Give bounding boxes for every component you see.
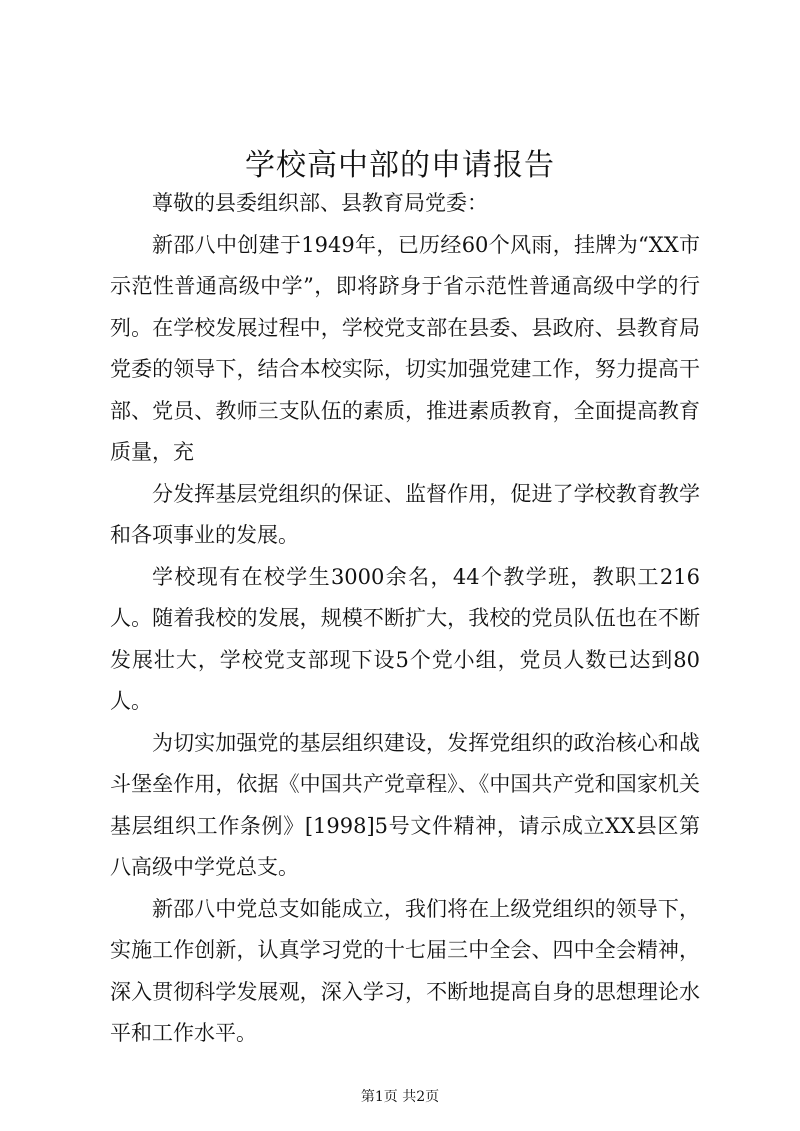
document-title: 学校高中部的申请报告 xyxy=(245,148,555,183)
document-body xyxy=(110,183,700,1055)
paragraph-continuation: 分发挥基层党组织的保证、监督作用，促进了学校教育教学和各项事业的发展。 xyxy=(110,481,700,547)
page-number-footer: 第1页 共2页 xyxy=(360,1089,440,1105)
paragraph-history: 新邵八中创建于1949年，已历经60个风雨，挂牌为“XX市示范性普通高级中学”，即将跻身于省示范性普通高级中学的行列。在学校发展过程中，学校党支部在县委、县政府、县教育局党委的领导下，结合本校实际，切实加强党建工作，努力提高干部、党员、教师三支队伍的素质，推进素质教育，全面提高教育质量，充 xyxy=(110,232,700,464)
paragraph-commitment: 新邵八中党总支如能成立，我们将在上级党组织的领导下，实施工作创新，认真学习党的十七届三中全会、四中全会精神，深入贯彻科学发展观，深入学习，不断地提高自身的思想理论水平和工作水平。 xyxy=(110,896,700,1045)
paragraph-school-size: 学校现有在校学生3000余名，44个教学班，教职工216人。随着我校的发展，规模不断扩大，我校的党员队伍也在不断发展壮大，学校党支部现下设5个党小组，党员人数已达到80人。 xyxy=(110,564,700,713)
paragraph-request: 为切实加强党的基层组织建设，发挥党组织的政治核心和战斗堡垒作用，依据《中国共产党章程》、《中国共产党和国家机关基层组织工作条例》[1998]5号文件精神，请示成立XX县区第八高级中学党总支。 xyxy=(110,730,700,879)
salutation: 尊敬的县委组织部、县教育局党委： xyxy=(152,191,488,215)
